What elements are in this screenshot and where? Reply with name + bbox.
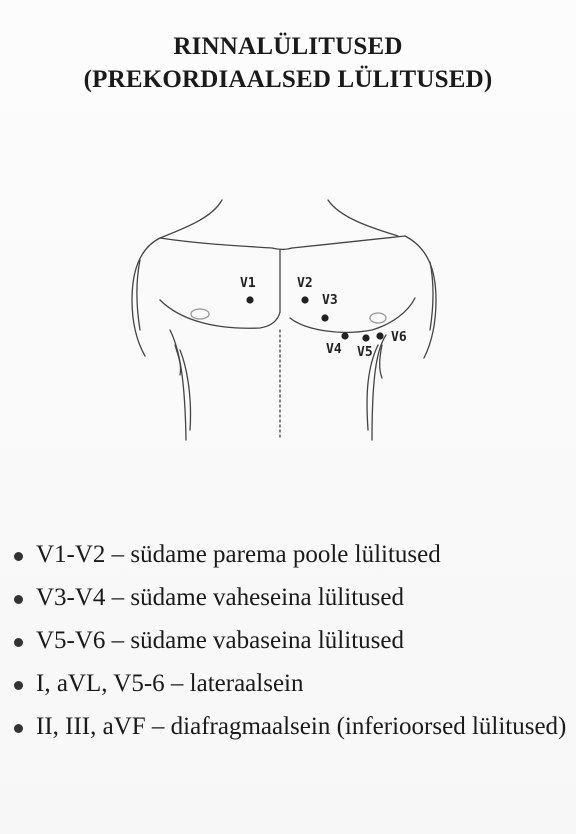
lead-label-v1: V1	[240, 276, 256, 291]
list-item-text: V5-V6 – südame vabaseina lülitused	[36, 627, 404, 654]
lead-dot-v6	[376, 332, 383, 339]
list-item	[10, 626, 570, 655]
lead-label-v2: V2	[297, 276, 313, 291]
list-item	[10, 712, 570, 741]
list-item-text: V3-V4 – südame vaheseina lülitused	[36, 584, 404, 611]
lead-label-v5: V5	[357, 345, 373, 360]
list-item	[10, 669, 570, 698]
left-nipple-mark	[191, 309, 209, 319]
lead-label-v4: V4	[326, 342, 342, 357]
title-line-2: (PREKORDIAALSED LÜLITUSED)	[83, 66, 493, 93]
bullet-list	[10, 540, 570, 755]
list-item-text: V1-V2 – südame parema poole lülitused	[36, 541, 441, 568]
list-item-text: II, III, aVF – diafragmaalsein (inferioorsed lülitused)	[36, 713, 567, 740]
right-nipple-mark	[370, 313, 386, 323]
list-item	[10, 583, 570, 612]
lead-dot-v3	[321, 314, 328, 321]
bullet-dot-icon	[14, 681, 23, 690]
lead-dot-v4	[341, 332, 348, 339]
list-item-text: I, aVL, V5-6 – lateraalsein	[36, 670, 304, 697]
torso-outline	[132, 200, 436, 440]
lead-label-v6: V6	[391, 330, 407, 345]
bullet-dot-icon	[14, 724, 23, 733]
lead-label-v3: V3	[322, 293, 338, 308]
list-item	[10, 540, 570, 569]
lead-dot-v5	[362, 334, 369, 341]
bullet-dot-icon	[14, 552, 23, 561]
bullet-dot-icon	[14, 638, 23, 647]
lead-dot-v2	[301, 296, 308, 303]
title-line-1: RINNALÜLITUSED	[173, 33, 403, 60]
bullet-dot-icon	[14, 595, 23, 604]
lead-dot-v1	[246, 296, 253, 303]
